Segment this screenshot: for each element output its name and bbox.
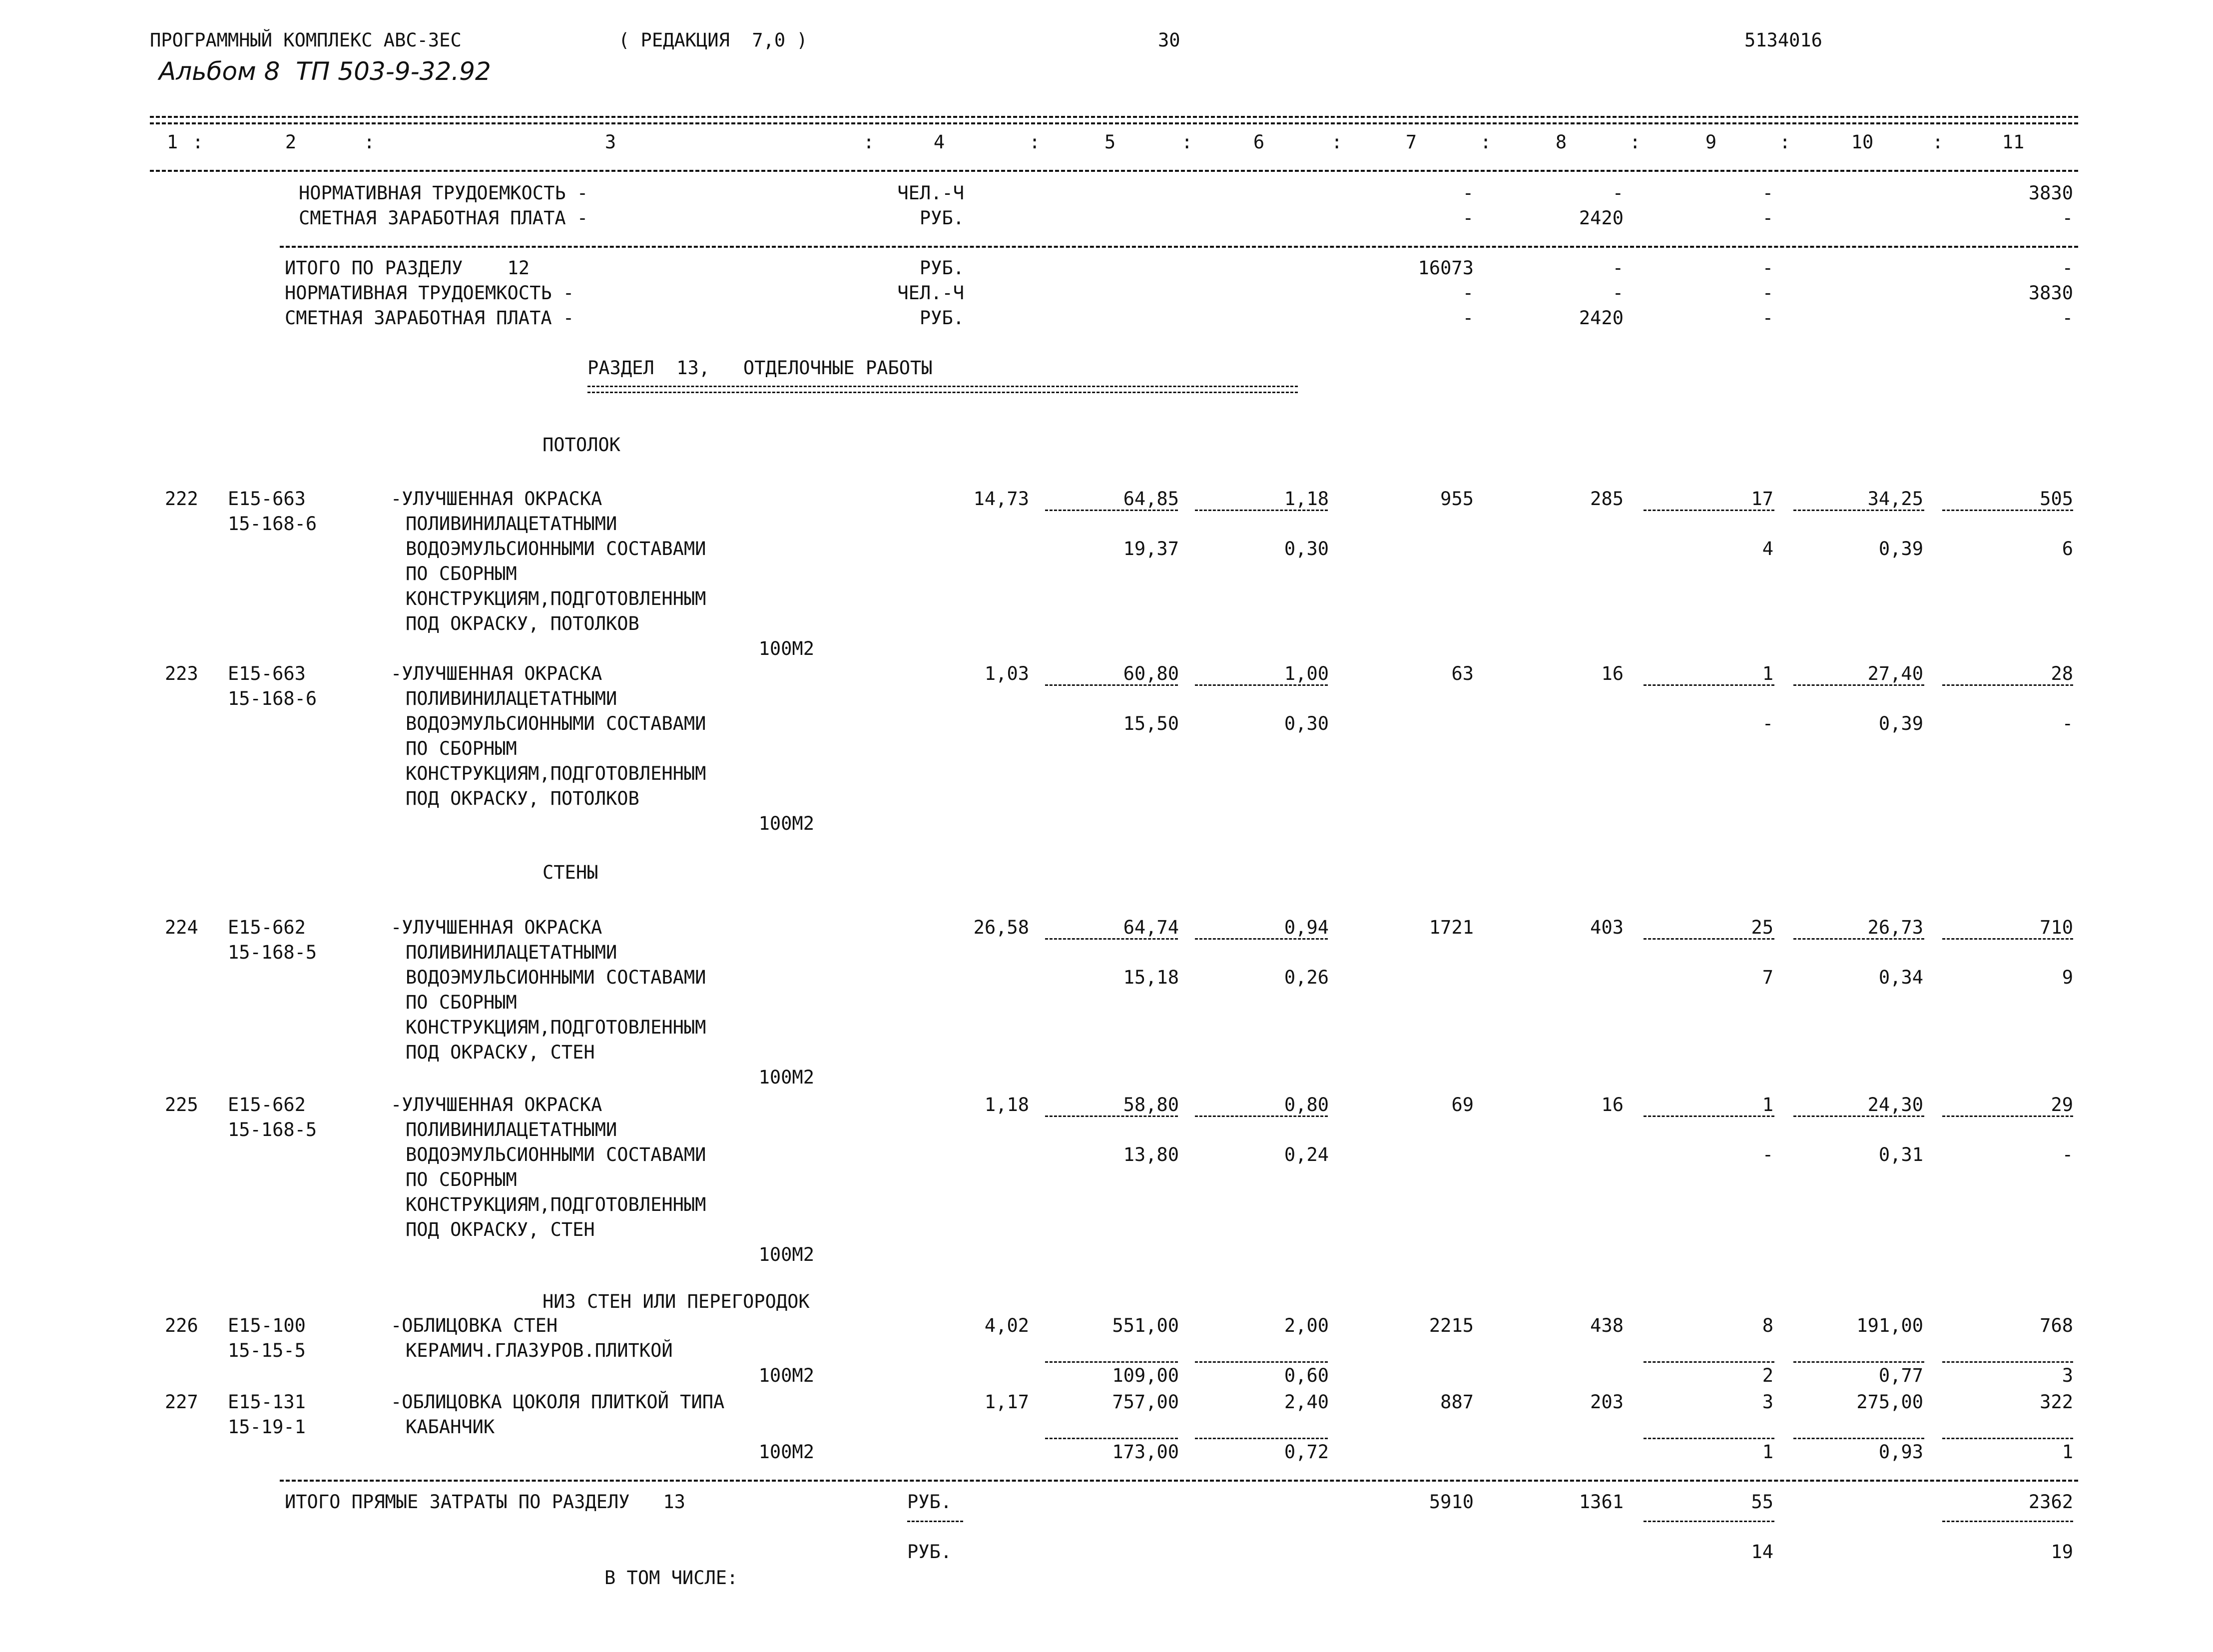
item-col5-rule	[1045, 510, 1178, 511]
item-description-line: ПОЛИВИНИЛАЦЕТАТНЫМИ	[406, 513, 617, 535]
item-description-line: -УЛУЧШЕННАЯ ОКРАСКА	[391, 917, 602, 938]
column-number: 2	[285, 131, 297, 153]
item-col4: 1,03	[984, 663, 1029, 684]
carry-unit-wage: РУБ.	[919, 207, 964, 229]
carry-c11-labor: 3830	[2028, 182, 2073, 204]
item-code: Е15-662	[228, 917, 306, 938]
item-col5-sub: 15,50	[1123, 713, 1179, 734]
item-col11: 29	[2051, 1094, 2073, 1115]
item-unit: 100М2	[758, 638, 814, 659]
item-description-line: ПО СБОРНЫМ	[406, 1169, 517, 1190]
item-col9: 1	[1762, 663, 1773, 684]
item-description-line: -УЛУЧШЕННАЯ ОКРАСКА	[391, 488, 602, 510]
column-number: 1	[166, 131, 178, 153]
item-description-line: ВОДОЭМУЛЬСИОННЫМИ СОСТАВАМИ	[406, 967, 706, 988]
item-col9-rule	[1644, 1438, 1774, 1439]
item-col6-sub: 0,26	[1284, 967, 1329, 988]
item-col9: 3	[1762, 1391, 1773, 1413]
item-col6-rule	[1195, 1438, 1328, 1439]
column-separator: :	[1480, 131, 1492, 153]
item-description-line: ПОЛИВИНИЛАЦЕТАТНЫМИ	[406, 688, 617, 709]
item-description-line: ПО СБОРНЫМ	[406, 992, 517, 1013]
document-code: 5134016	[1744, 29, 1822, 51]
item-col5-rule	[1045, 938, 1178, 940]
item-col9-rule	[1644, 510, 1774, 511]
item-col6-rule	[1195, 510, 1328, 511]
item-unit: 100М2	[758, 813, 814, 834]
item-code: Е15-663	[228, 488, 306, 510]
item-col6: 0,80	[1284, 1094, 1329, 1115]
item-col10-rule	[1793, 684, 1924, 686]
carry-label-wage: СМЕТНАЯ ЗАРАБОТНАЯ ПЛАТА -	[299, 207, 588, 229]
total13-unit-2: РУБ.	[907, 1541, 952, 1563]
album-handwritten: Альбом 8 ТП 503-9-32.92	[159, 57, 491, 86]
carry-c9-wage: -	[1762, 207, 1773, 229]
total13-label: ИТОГО ПРЯМЫЕ ЗАТРАТЫ ПО РАЗДЕЛУ 13	[285, 1491, 685, 1513]
item-col9-rule	[1644, 938, 1774, 940]
carry-label-labor: НОРМАТИВНАЯ ТРУДОЕМКОСТЬ -	[299, 182, 588, 204]
item-col6-sub: 0,60	[1284, 1365, 1329, 1386]
item-col9-sub: -	[1762, 1144, 1773, 1165]
item-col9-sub: 7	[1762, 967, 1773, 988]
total12-c8: -	[1612, 257, 1624, 279]
total12-wage-c8: 2420	[1579, 307, 1624, 329]
item-col11-rule	[1942, 1438, 2073, 1439]
header-top-rule	[150, 116, 2078, 118]
item-col11-sub: -	[2062, 1144, 2073, 1165]
item-description-line: КОНСТРУКЦИЯМ,ПОДГОТОВЛЕННЫМ	[406, 763, 706, 784]
total12-labor-c7: -	[1462, 282, 1474, 304]
total13-c11: 2362	[2028, 1491, 2073, 1513]
item-col6-sub: 0,72	[1284, 1441, 1329, 1463]
item-col9-sub: 4	[1762, 538, 1773, 559]
item-col10-rule	[1793, 938, 1924, 940]
item-description-line: ПОЛИВИНИЛАЦЕТАТНЫМИ	[406, 942, 617, 963]
item-col4: 14,73	[973, 488, 1029, 510]
item-col6: 2,00	[1284, 1315, 1329, 1336]
item-description-line: КАБАНЧИК	[406, 1416, 495, 1438]
item-description-line: -ОБЛИЦОВКА СТЕН	[391, 1315, 558, 1336]
column-separator: :	[192, 131, 204, 153]
total13-c7: 5910	[1429, 1491, 1474, 1513]
column-number: 8	[1555, 131, 1567, 153]
item-col4: 1,17	[984, 1391, 1029, 1413]
item-col11-sub: 9	[2062, 967, 2073, 988]
item-col8: 16	[1601, 663, 1624, 684]
item-code: Е15-100	[228, 1315, 306, 1336]
total12-labor-label: НОРМАТИВНАЯ ТРУДОЕМКОСТЬ -	[285, 282, 574, 304]
item-col9-sub: -	[1762, 713, 1773, 734]
item-col6: 1,18	[1284, 488, 1329, 510]
item-col11-sub: 3	[2062, 1365, 2073, 1386]
item-description-line: КОНСТРУКЦИЯМ,ПОДГОТОВЛЕННЫМ	[406, 1017, 706, 1038]
item-description-line: -ОБЛИЦОВКА ЦОКОЛЯ ПЛИТКОЙ ТИПА	[391, 1391, 725, 1413]
item-col5-sub: 173,00	[1112, 1441, 1179, 1463]
item-number: 226	[165, 1315, 198, 1336]
page-number: 30	[1158, 29, 1180, 51]
column-separator: :	[863, 131, 875, 153]
item-col11-rule	[1942, 1115, 2073, 1117]
column-separator: :	[1630, 131, 1641, 153]
item-unit: 100М2	[758, 1365, 814, 1386]
item-col9: 17	[1751, 488, 1773, 510]
item-col5: 60,80	[1123, 663, 1179, 684]
carry-separator	[280, 246, 2078, 248]
item-description-line: ПОД ОКРАСКУ, СТЕН	[406, 1042, 595, 1063]
total12-labor-c9: -	[1762, 282, 1773, 304]
item-description-line: ПОЛИВИНИЛАЦЕТАТНЫМИ	[406, 1119, 617, 1140]
item-col9-rule	[1644, 684, 1774, 686]
item-description-line: КОНСТРУКЦИЯМ,ПОДГОТОВЛЕННЫМ	[406, 588, 706, 609]
item-description-line: ПО СБОРНЫМ	[406, 563, 517, 584]
item-col5-sub: 15,18	[1123, 967, 1179, 988]
item-col9-rule	[1644, 1361, 1774, 1363]
item-col11-sub: 6	[2062, 538, 2073, 559]
item-col8: 203	[1590, 1391, 1624, 1413]
column-number: 3	[604, 131, 616, 153]
item-col5: 551,00	[1112, 1315, 1179, 1336]
item-unit: 100М2	[758, 1441, 814, 1463]
item-col10-sub: 0,77	[1878, 1365, 1923, 1386]
including-label: В ТОМ ЧИСЛЕ:	[604, 1567, 738, 1589]
item-number: 225	[165, 1094, 198, 1115]
carry-c8-labor: -	[1612, 182, 1624, 204]
column-separator: :	[1331, 131, 1343, 153]
total13-top-rule	[280, 1480, 2078, 1482]
section-title: РАЗДЕЛ 13, ОТДЕЛОЧНЫЕ РАБОТЫ	[587, 357, 933, 379]
total13-unit: РУБ.	[907, 1491, 952, 1513]
item-col9-sub: 2	[1762, 1365, 1773, 1386]
item-col11-sub: -	[2062, 713, 2073, 734]
item-description-line: -УЛУЧШЕННАЯ ОКРАСКА	[391, 1094, 602, 1115]
item-col5-rule	[1045, 684, 1178, 686]
total12-labor-c11: 3830	[2028, 282, 2073, 304]
item-col9-rule	[1644, 1115, 1774, 1117]
item-col9: 8	[1762, 1315, 1773, 1336]
item-col10-sub: 0,31	[1878, 1144, 1923, 1165]
carry-c9-labor: -	[1762, 182, 1773, 204]
item-col11: 505	[2040, 488, 2073, 510]
item-col11-rule	[1942, 510, 2073, 511]
item-norm: 15-168-6	[228, 688, 317, 709]
item-norm: 15-19-1	[228, 1416, 306, 1438]
item-col6: 0,94	[1284, 917, 1329, 938]
item-col7: 69	[1451, 1094, 1474, 1115]
item-col10-sub: 0,39	[1878, 538, 1923, 559]
column-number: 10	[1851, 131, 1874, 153]
item-col10-rule	[1793, 1361, 1924, 1363]
item-col6-rule	[1195, 938, 1328, 940]
item-description-line: ВОДОЭМУЛЬСИОННЫМИ СОСТАВАМИ	[406, 1144, 706, 1165]
item-col5-rule	[1045, 1438, 1178, 1439]
item-col5-sub: 19,37	[1123, 538, 1179, 559]
item-col5: 58,80	[1123, 1094, 1179, 1115]
total13-c9-rule	[1644, 1521, 1774, 1522]
column-number: 11	[2002, 131, 2025, 153]
column-separator: :	[364, 131, 375, 153]
column-separator: :	[1181, 131, 1193, 153]
item-col7: 2215	[1429, 1315, 1474, 1336]
item-col4: 1,18	[984, 1094, 1029, 1115]
total12-wage-c9: -	[1762, 307, 1773, 329]
item-col8: 438	[1590, 1315, 1624, 1336]
item-col10-rule	[1793, 1438, 1924, 1439]
total12-labor-unit: ЧЕЛ.-Ч	[897, 282, 964, 304]
total12-c11: -	[2062, 257, 2073, 279]
item-col6-sub: 0,24	[1284, 1144, 1329, 1165]
item-norm: 15-168-5	[228, 942, 317, 963]
header-bottom-rule	[150, 170, 2078, 172]
item-description-line: ПОД ОКРАСКУ, СТЕН	[406, 1219, 595, 1240]
carry-unit-labor: ЧЕЛ.-Ч	[897, 182, 964, 204]
item-number: 224	[165, 917, 198, 938]
total13-c9: 55	[1751, 1491, 1773, 1513]
column-separator: :	[1932, 131, 1944, 153]
item-col7: 63	[1451, 663, 1474, 684]
total13-c11-rule	[1942, 1521, 2073, 1522]
item-code: Е15-662	[228, 1094, 306, 1115]
item-col6: 1,00	[1284, 663, 1329, 684]
item-unit: 100М2	[758, 1244, 814, 1265]
item-col7: 1721	[1429, 917, 1474, 938]
item-col5-rule	[1045, 1361, 1178, 1363]
item-number: 222	[165, 488, 198, 510]
total13-c8: 1361	[1579, 1491, 1624, 1513]
item-col11-rule	[1942, 938, 2073, 940]
total12-wage-unit: РУБ.	[919, 307, 964, 329]
total12-c9: -	[1762, 257, 1773, 279]
item-col11: 710	[2040, 917, 2073, 938]
item-col11: 322	[2040, 1391, 2073, 1413]
carry-c8-wage: 2420	[1579, 207, 1624, 229]
item-col11-rule	[1942, 1361, 2073, 1363]
item-col6-rule	[1195, 684, 1328, 686]
item-col4: 4,02	[984, 1315, 1029, 1336]
carry-c11-wage: -	[2062, 207, 2073, 229]
item-col5-sub: 13,80	[1123, 1144, 1179, 1165]
total13-c11-sub: 19	[2051, 1541, 2073, 1563]
total12-wage-c7: -	[1462, 307, 1474, 329]
item-code: Е15-131	[228, 1391, 306, 1413]
item-description-line: ПОД ОКРАСКУ, ПОТОЛКОВ	[406, 788, 639, 809]
item-col5-sub: 109,00	[1112, 1365, 1179, 1386]
section-title-underline	[587, 386, 1298, 393]
column-number: 4	[933, 131, 945, 153]
item-col11: 768	[2040, 1315, 2073, 1336]
item-col5: 64,74	[1123, 917, 1179, 938]
item-code: Е15-663	[228, 663, 306, 684]
header-top-rule-2	[150, 122, 2078, 124]
item-col10-sub: 0,93	[1878, 1441, 1923, 1463]
item-norm: 15-168-6	[228, 513, 317, 535]
item-col10: 275,00	[1856, 1391, 1923, 1413]
column-separator: :	[1779, 131, 1791, 153]
item-col11-sub: 1	[2062, 1441, 2073, 1463]
group-lower-walls: НИЗ СТЕН ИЛИ ПЕРЕГОРОДОК	[543, 1291, 810, 1312]
item-description-line: ПО СБОРНЫМ	[406, 738, 517, 759]
carry-c7-labor: -	[1462, 182, 1474, 204]
item-description-line: ВОДОЭМУЛЬСИОННЫМИ СОСТАВАМИ	[406, 713, 706, 734]
total12-unit: РУБ.	[919, 257, 964, 279]
item-description-line: ПОД ОКРАСКУ, ПОТОЛКОВ	[406, 613, 639, 634]
column-number: 5	[1104, 131, 1116, 153]
item-col10: 27,40	[1867, 663, 1923, 684]
item-col10: 34,25	[1867, 488, 1923, 510]
item-col10-sub: 0,39	[1878, 713, 1923, 734]
total12-c7: 16073	[1418, 257, 1474, 279]
column-number: 6	[1253, 131, 1265, 153]
total12-label: ИТОГО ПО РАЗДЕЛУ 12	[285, 257, 530, 279]
item-col6-rule	[1195, 1115, 1328, 1117]
edition-label: ( РЕДАКЦИЯ 7,0 )	[618, 29, 808, 51]
carry-c7-wage: -	[1462, 207, 1474, 229]
total12-labor-c8: -	[1612, 282, 1624, 304]
item-col10: 24,30	[1867, 1094, 1923, 1115]
column-separator: :	[1029, 131, 1041, 153]
item-col9: 25	[1751, 917, 1773, 938]
item-col8: 285	[1590, 488, 1624, 510]
total12-wage-c11: -	[2062, 307, 2073, 329]
item-description-line: КЕРАМИЧ.ГЛАЗУРОВ.ПЛИТКОЙ	[406, 1340, 673, 1361]
item-number: 227	[165, 1391, 198, 1413]
item-description-line: КОНСТРУКЦИЯМ,ПОДГОТОВЛЕННЫМ	[406, 1194, 706, 1215]
item-col5: 757,00	[1112, 1391, 1179, 1413]
group-ceiling: ПОТОЛОК	[543, 434, 620, 456]
item-col6-rule	[1195, 1361, 1328, 1363]
item-col6-sub: 0,30	[1284, 538, 1329, 559]
item-col8: 16	[1601, 1094, 1624, 1115]
item-col11: 28	[2051, 663, 2073, 684]
item-norm: 15-15-5	[228, 1340, 306, 1361]
item-col5-rule	[1045, 1115, 1178, 1117]
total13-unit-rule	[907, 1521, 963, 1522]
item-number: 223	[165, 663, 198, 684]
item-col10: 26,73	[1867, 917, 1923, 938]
item-description-line: ВОДОЭМУЛЬСИОННЫМИ СОСТАВАМИ	[406, 538, 706, 559]
item-col10-rule	[1793, 510, 1924, 511]
item-col7: 955	[1440, 488, 1474, 510]
item-col5: 64,85	[1123, 488, 1179, 510]
column-number: 7	[1405, 131, 1417, 153]
item-unit: 100М2	[758, 1067, 814, 1088]
item-description-line: -УЛУЧШЕННАЯ ОКРАСКА	[391, 663, 602, 684]
group-walls: СТЕНЫ	[543, 862, 598, 883]
item-col9-sub: 1	[1762, 1441, 1773, 1463]
item-col10: 191,00	[1856, 1315, 1923, 1336]
program-name: ПРОГРАММНЫЙ КОМПЛЕКС АВС-3ЕС	[150, 29, 462, 51]
item-col10-sub: 0,34	[1878, 967, 1923, 988]
column-number: 9	[1705, 131, 1717, 153]
item-col11-rule	[1942, 684, 2073, 686]
item-col8: 403	[1590, 917, 1624, 938]
item-col10-rule	[1793, 1115, 1924, 1117]
item-norm: 15-168-5	[228, 1119, 317, 1140]
item-col7: 887	[1440, 1391, 1474, 1413]
total12-wage-label: СМЕТНАЯ ЗАРАБОТНАЯ ПЛАТА -	[285, 307, 574, 329]
item-col4: 26,58	[973, 917, 1029, 938]
item-col6: 2,40	[1284, 1391, 1329, 1413]
total13-c9-sub: 14	[1751, 1541, 1773, 1563]
item-col9: 1	[1762, 1094, 1773, 1115]
item-col6-sub: 0,30	[1284, 713, 1329, 734]
